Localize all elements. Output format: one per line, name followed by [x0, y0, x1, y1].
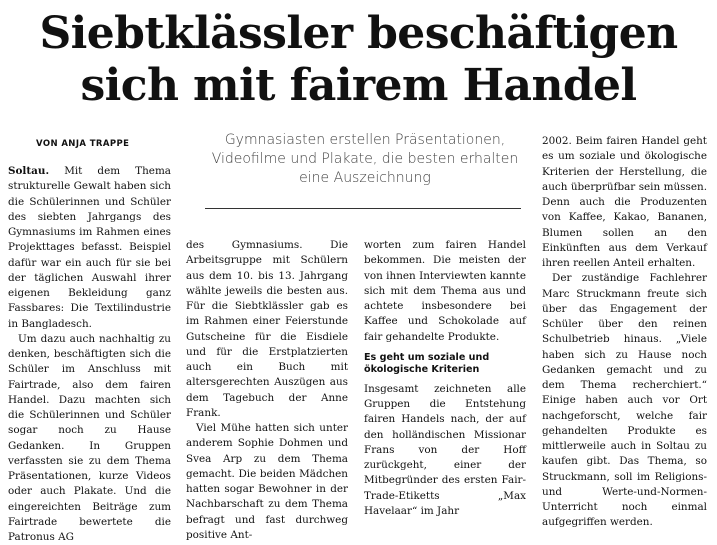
- paragraph: worten zum fairen Handel bekommen. Die meisten der von ihnen Interviewten kannte sich mit dem Thema aus und achtete insbesondere bei Kaffee und Schokolade auf fair gehandelte Produkte.: [364, 239, 526, 343]
- article-subtitle: Gymnasiasten erstellen Präsentationen, Videofilme und Plakate, die besten erhalten eine Auszeichnung: [211, 132, 519, 186]
- paragraph-text: Mit dem Thema strukturelle Gewalt haben sich die Schülerinnen und Schüler des siebten Jahrgangs des Gymnasiums im Rahmen eines Projekttages befasst. Beispiel dafür war ein auch für sie bei der täglichen Auswahl ihrer eigenen Bekleidung ganz Fassbares: Die Textilindustrie in Bangladesch.: [8, 165, 171, 330]
- dateline-place: Soltau.: [8, 165, 50, 177]
- article-column-4: [542, 134, 707, 531]
- article-column-2: [186, 238, 348, 543]
- headline-line-1: Siebtklässler beschäftigen: [39, 8, 678, 59]
- paragraph: [8, 164, 171, 332]
- paragraph: 2002. Beim fairen Handel geht es um soziale und ökologische Kriterien der Herstellung, die auch überprüfbar sein müssen. Denn auch die Produzenten von Kaffee, Kakao, Bananen, Blumen sollen an den Einkünften aus dem Verkauf ihren reellen Anteil erhalten.: [542, 135, 707, 269]
- article-column-1: [8, 164, 171, 545]
- headline-line-2: sich mit fairem Handel: [80, 60, 637, 111]
- paragraph: Der zuständige Fachlehrer Marc Struckmann freute sich über das Engagement der Schüler über den reinen Schulbetrieb hinaus. „Viele haben sich zu Hause noch Gedanken gemacht und zu dem Thema recherchiert.“ Einige haben auch vor Ort nachgeforscht, welche fair gehandelten Produkte es mittlerweile auch in Soltau zu kaufen gibt. Das Thema, so Struckmann, soll im Religions- und Werte-und-Normen-Unterricht noch einmal aufgegriffen werden.: [542, 272, 707, 529]
- paragraph: Um dazu auch nachhaltig zu denken, beschäftigten sich die Schüler im Anschluss mit Fairtrade, also dem fairen Handel. Dazu machten sich die Schülerinnen und Schüler sogar noch zu Hause Gedanken. In Gruppen verfassten sie zu dem Thema Präsentationen, kurze Videos oder auch Plakate. Und die eingereichten Beiträge zum Fairtrade bewertete die Patronus AG: [8, 332, 171, 543]
- section-subheading: Es geht um soziale und ökologische Kriterien: [364, 351, 490, 375]
- subtitle-divider: [205, 208, 521, 209]
- article-column-3: [364, 238, 526, 519]
- byline: VON ANJA TRAPPE: [36, 139, 130, 149]
- paragraph: Viel Mühe hatten sich unter anderem Sophie Dohmen und Svea Arp zu dem Thema gemacht. Die beiden Mädchen hatten sogar Bewohner in der Nachbarschaft zu dem Thema befragt und fast durchweg positive Ant-: [186, 422, 348, 541]
- paragraph: des Gymnasiums. Die Arbeitsgruppe mit Schülern aus dem 10. bis 13. Jahrgang wählte jeweils die besten aus. Für die Siebtklässler gab es im Rahmen einer Feierstunde Gutscheine für die Eisdiele und für die Erstplatzierten auch ein Buch mit altersgerechten Auszügen aus dem Tagebuch der Anne Frank.: [186, 239, 348, 419]
- paragraph: Insgesamt zeichneten alle Gruppen die Entstehung fairen Handels nach, der auf den holländischen Missionar Frans von der Hoff zurückgeht, einer der Mitbegründer des ersten Fair-Trade-Etiketts „Max Havelaar“ im Jahr: [364, 382, 526, 517]
